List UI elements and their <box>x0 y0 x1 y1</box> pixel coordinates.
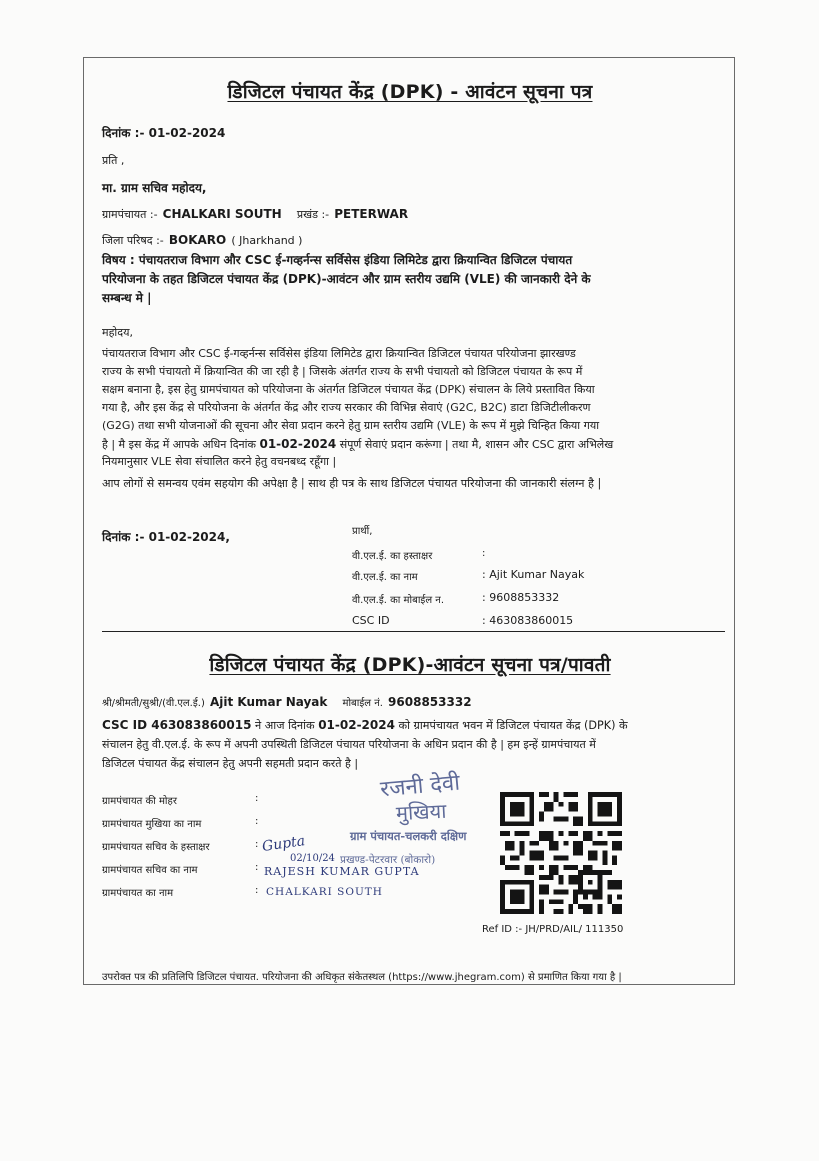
receipt-vle-line <box>102 691 472 710</box>
section-divider <box>102 631 725 632</box>
ref-id: Ref ID :- JH/PRD/AIL/ 111350 <box>482 924 624 935</box>
body-line-6-prefix: है | मै इस केंद्र में आपके अधिन दिनांक <box>102 438 256 451</box>
body-line-4: गया है, और इस केंद्र से परियोजना के अंतर्गत केंद्र और राज्य सरकार की विभिन्न सेवाएं (G2C, B2C) डाटा डिजिटीलीकरण <box>102 401 591 414</box>
applicant-label: प्रार्थी, <box>352 526 373 537</box>
mukhiya-label: ग्रामपंचायत मुखिया का नाम <box>102 819 202 830</box>
mukhiya-colon: : <box>255 816 259 827</box>
body-line-5: (G2G) तथा सभी योजनाओं की सूचना और सेवा प्रदान करने हेतु ग्राम स्तरीय उद्यमि (VLE) के रूप में मुझे चिन्हित किया गया <box>102 419 600 432</box>
district-value: BOKARO <box>168 233 227 247</box>
secretary-name-colon: : <box>255 862 259 873</box>
receipt-line-2: संचालन हेतु वी.एल.ई. के रूप में अपनी उपस्थिती डिजिटल पंचायत परियोजना के अधिन प्रदान की है | हम इन्हें ग्रामपंचायत में <box>102 738 596 751</box>
receipt-vle-prefix: श्री/श्रीमती/सुश्री/(वी.एल.ई.) <box>102 698 205 709</box>
subject-line-3: सम्बन्ध मे | <box>102 291 152 305</box>
vle-name-label: वी.एल.ई. का नाम <box>352 572 418 583</box>
mukhiya-handwritten-name: रजनी देवी <box>379 770 461 803</box>
receipt-mobile-value: 9608853332 <box>388 695 472 709</box>
gram-panchayat-value: CHALKARI SOUTH <box>162 207 282 221</box>
vle-sign-value: : <box>482 548 486 559</box>
secretary-handwritten-name: RAJESH KUMAR GUPTA <box>264 865 420 878</box>
csc-id-label: CSC ID <box>352 614 390 627</box>
body-line-3: सक्षम बनाना है, इस हेतु ग्रामपंचायत को परियोजना के अंतर्गत डिजिटल पंचायत केंद्र (DPK) संचालन के लिये प्रस्तावित किया <box>102 383 595 396</box>
notice-date-2: दिनांक :- 01-02-2024, <box>102 530 230 544</box>
addressee: मा. ग्राम सचिव महोदय, <box>102 181 207 195</box>
receipt-csc-id: CSC ID 463083860015 <box>102 718 252 732</box>
block-value: PETERWAR <box>334 207 409 221</box>
block-label: प्रखंड :- <box>296 208 330 221</box>
vle-sign-label: वी.एल.ई. का हस्ताक्षर <box>352 551 433 562</box>
stamp-line-2: प्रखण्ड-पेटरवार (बोकारो) <box>340 854 436 866</box>
receipt-line-1 <box>102 717 628 735</box>
receipt-line-1-date: 01-02-2024 <box>318 718 395 732</box>
receipt-vle-name: Ajit Kumar Nayak <box>209 695 328 709</box>
body-line-8: आप लोगों से समन्वय एवंम सहयोग की अपेक्षा है | साथ ही पत्र के साथ डिजिटल पंचायत परियोजना की जानकारी संलग्न है | <box>102 477 602 490</box>
body-line-6-date: 01-02-2024 <box>259 437 337 451</box>
district-line <box>102 229 302 248</box>
panchayat-handwritten-name: CHALKARI SOUTH <box>266 886 383 898</box>
csc-id-value: : 463083860015 <box>482 614 574 627</box>
mukhiya-handwritten-title: मुखिया <box>395 798 447 826</box>
stamp-label: ग्रामपंचायत की मोहर <box>102 796 177 807</box>
secretary-sign-label: ग्रामपंचायत सचिव के हस्ताक्षर <box>102 842 210 853</box>
receipt-mobile-label: मोबाईल नं. <box>342 698 383 709</box>
footer-note: उपरोक्त पत्र की प्रतिलिपि डिजिटल पंचायत. परियोजना की अधिकृत संकेतस्थल (https://www.jhegram.com) से प्रमाणित किया गया है | <box>102 972 622 983</box>
body-line-6 <box>102 435 613 454</box>
body-line-2: राज्य के सभी पंचायतो में क्रियान्वित की जा रही है | जिसके अंतर्गत राज्य के सभी पंचायतो को डिजिटल पंचायत के रूप में <box>102 365 583 378</box>
secretary-name-label: ग्रामपंचायत सचिव का नाम <box>102 865 198 876</box>
subject-line-1: विषय : पंचायतराज विभाग और CSC ई-गव्हर्नन्स सर्विसेस इंडिया लिमिटेड द्वारा क्रियान्वित डिजिटल पंचायत <box>102 253 573 267</box>
district-label: जिला परिषद :- <box>102 234 164 247</box>
subject-line-2: परियोजना के तहत डिजिटल पंचायत केंद्र (DPK)-आवंटन और ग्राम स्तरीय उद्यमि (VLE) की जानकारी देने के <box>102 272 591 286</box>
secretary-signature: Gupta <box>261 833 307 855</box>
vle-mobile-label: वी.एल.ई. का मोबाईल न. <box>352 595 445 606</box>
panchayat-name-colon: : <box>255 885 259 896</box>
gram-panchayat-label: ग्रामपंचायत :- <box>102 208 158 221</box>
body-line-7: नियमानुसार VLE सेवा संचालित करने हेतु वचनबध्द रहूँगा | <box>102 455 337 468</box>
vle-mobile-value: : 9608853332 <box>482 591 560 604</box>
secretary-sign-colon: : <box>255 839 259 850</box>
to-line: प्रति , <box>102 154 125 167</box>
body-line-1: पंचायतराज विभाग और CSC ई-गव्हर्नन्स सर्विसेस इंडिया लिमिटेड द्वारा क्रियान्वित डिजिटल पंचायत परियोजना झारखण्ड <box>102 347 576 360</box>
state-value: ( Jharkhand ) <box>231 234 303 247</box>
vle-name-value: : Ajit Kumar Nayak <box>482 568 585 581</box>
stamp-line-1: ग्राम पंचायत-चलकरी दक्षिण <box>350 829 467 843</box>
document-frame <box>83 57 735 985</box>
stamp-colon: : <box>255 793 259 804</box>
receipt-line-3: डिजिटल पंचायत केंद्र संचालन हेतु अपनी सहमती प्रदान करते है | <box>102 757 359 770</box>
notice-date: दिनांक :- 01-02-2024 <box>102 126 226 140</box>
signature-date: 02/10/24 <box>290 853 335 864</box>
receipt-line-1-mid: ने आज दिनांक <box>255 719 315 732</box>
qr-code-icon <box>500 792 622 914</box>
receipt-line-1-rest: को ग्रामपंचायत भवन में डिजिटल पंचायत केंद्र (DPK) के <box>398 719 628 732</box>
notice-title: डिजिटल पंचायत केंद्र (DPK) - आवंटन सूचना पत्र <box>227 81 593 103</box>
panchayat-name-label: ग्रामपंचायत का नाम <box>102 888 174 899</box>
salutation: महोदय, <box>102 326 133 339</box>
body-line-6-suffix: संपूर्ण सेवाएं प्रदान करूंगा | तथा मै, शासन और CSC द्वारा अभिलेख <box>339 438 614 451</box>
receipt-title: डिजिटल पंचायत केंद्र (DPK)-आवंटन सूचना पत्र/पावती <box>209 654 611 676</box>
gram-panchayat-line <box>102 203 408 222</box>
